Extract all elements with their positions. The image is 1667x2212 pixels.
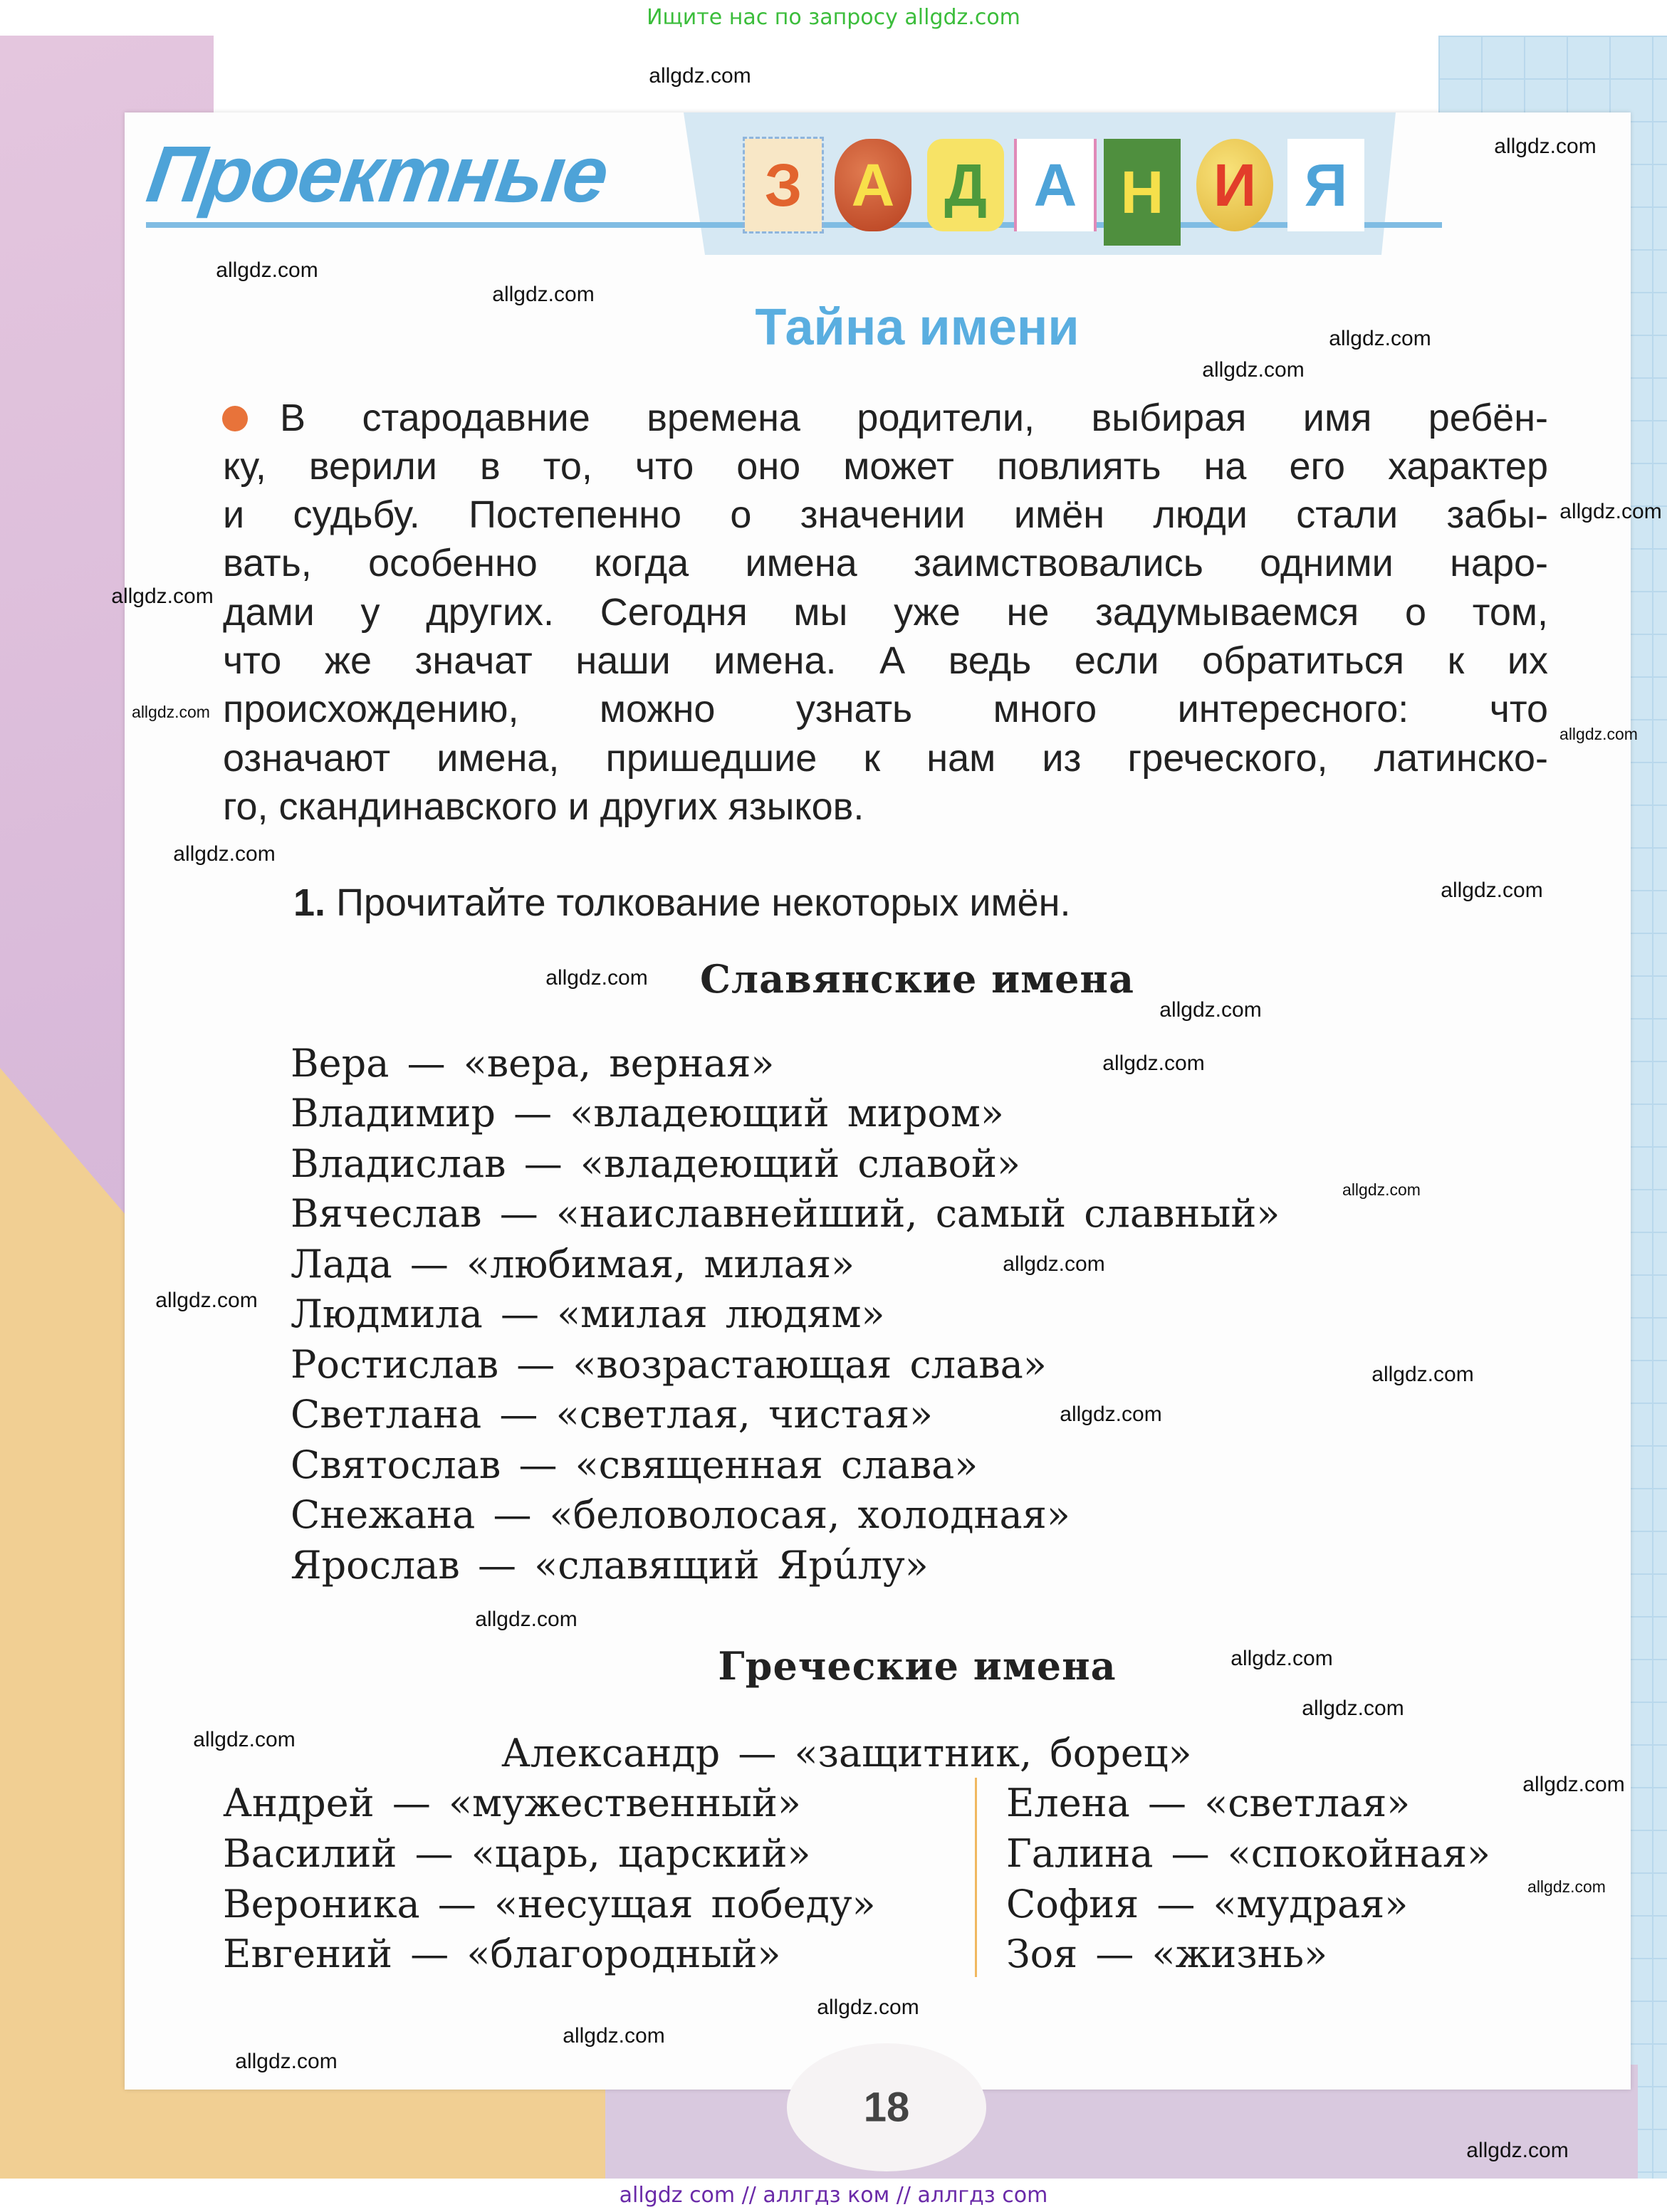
letter-tile-apple: А bbox=[835, 139, 911, 231]
name-item: Евгений — «благородный» bbox=[223, 1931, 781, 1976]
watermark: allgdz.com bbox=[1522, 1773, 1625, 1796]
footer-links[interactable]: allgdz com // аллгдз ком // аллгдз com bbox=[0, 2179, 1667, 2212]
watermark: allgdz.com bbox=[216, 258, 318, 282]
name-item: Лада — «любимая, милая» bbox=[291, 1242, 855, 1286]
watermark: allgdz.com bbox=[1342, 1180, 1421, 1199]
watermark: allgdz.com bbox=[1060, 1403, 1162, 1426]
slavic-heading: Славянские имена bbox=[700, 956, 1134, 1002]
letter-tile: З bbox=[745, 139, 822, 231]
paragraph-line: ку, верили в то, что оно может повлиять на его характер bbox=[223, 445, 1548, 488]
name-item: Людмила — «милая людям» bbox=[291, 1291, 885, 1336]
watermark: allgdz.com bbox=[545, 966, 648, 990]
paragraph-line: означают имена, пришедшие к нам из греческого, латинско- bbox=[223, 737, 1548, 780]
name-item: Снежана — «беловолосая, холодная» bbox=[291, 1492, 1070, 1537]
watermark: allgdz.com bbox=[1230, 1647, 1333, 1670]
watermark: allgdz.com bbox=[193, 1728, 296, 1751]
letter-tile: Н bbox=[1104, 139, 1181, 246]
task-text: Прочитайте толкование некоторых имён. bbox=[336, 881, 1071, 924]
column-divider bbox=[975, 1778, 977, 1977]
watermark: allgdz.com bbox=[111, 585, 214, 608]
name-item: София — «мудрая» bbox=[1006, 1882, 1409, 1927]
name-item: Александр — «защитник, борец» bbox=[501, 1731, 1192, 1776]
name-item: Галина — «спокойная» bbox=[1006, 1831, 1491, 1876]
watermark: allgdz.com bbox=[132, 703, 210, 721]
letter-tile: А bbox=[1014, 139, 1097, 231]
name-item: Елена — «светлая» bbox=[1006, 1781, 1411, 1825]
name-item: Светлана — «светлая, чистая» bbox=[291, 1392, 934, 1437]
paragraph-line: происхождению, можно узнать много интересного: что bbox=[223, 688, 1548, 730]
name-item: Святослав — «священная слава» bbox=[291, 1442, 978, 1487]
watermark: allgdz.com bbox=[492, 283, 595, 306]
section-title: Проектные bbox=[142, 130, 613, 219]
top-banner[interactable]: Ищите нас по запросу allgdz.com bbox=[0, 0, 1667, 36]
lesson-title: Тайна имени bbox=[755, 299, 1080, 356]
watermark: allgdz.com bbox=[173, 842, 276, 866]
letter-tile: Д bbox=[927, 139, 1004, 231]
watermark: allgdz.com bbox=[1466, 2139, 1569, 2162]
watermark: allgdz.com bbox=[235, 2050, 338, 2073]
watermark: allgdz.com bbox=[649, 64, 751, 88]
task-number: 1. bbox=[293, 881, 326, 924]
paragraph-line: вать, особенно когда имена заимствовались одними наро- bbox=[223, 542, 1548, 585]
task-instruction bbox=[293, 880, 1071, 926]
letter-tile: Я bbox=[1287, 139, 1364, 231]
watermark: allgdz.com bbox=[475, 1608, 578, 1631]
page-number: 18 bbox=[863, 2084, 910, 2131]
name-item: Вера — «вера, верная» bbox=[291, 1041, 775, 1086]
watermark: allgdz.com bbox=[1559, 725, 1638, 743]
watermark: allgdz.com bbox=[1329, 327, 1431, 350]
name-item: Ярослав — «славящий Ярúлу» bbox=[291, 1543, 929, 1588]
watermark: allgdz.com bbox=[1494, 135, 1597, 158]
letter-tile: И bbox=[1196, 139, 1273, 231]
watermark: allgdz.com bbox=[155, 1289, 258, 1312]
name-item: Василий — «царь, царский» bbox=[223, 1831, 811, 1876]
watermark: allgdz.com bbox=[563, 2024, 665, 2048]
watermark: allgdz.com bbox=[1371, 1363, 1474, 1386]
watermark: allgdz.com bbox=[1159, 998, 1262, 1022]
name-item: Андрей — «мужественный» bbox=[223, 1781, 801, 1825]
watermark: allgdz.com bbox=[1003, 1252, 1105, 1276]
paragraph-line: го, скандинавского и других языков. bbox=[223, 785, 864, 828]
watermark: allgdz.com bbox=[1202, 358, 1305, 382]
watermark: allgdz.com bbox=[1302, 1697, 1404, 1720]
name-item: Зоя — «жизнь» bbox=[1006, 1931, 1328, 1976]
paragraph-line: что же значат наши имена. А ведь если обратиться к их bbox=[223, 639, 1548, 682]
paragraph-line: дами у других. Сегодня мы уже не задумываемся о том, bbox=[223, 591, 1548, 634]
name-item: Владислав — «владеющий славой» bbox=[291, 1141, 1021, 1186]
watermark: allgdz.com bbox=[1441, 879, 1543, 902]
name-item: Вячеслав — «наиславнейший, самый славный» bbox=[291, 1191, 1280, 1236]
name-item: Вероника — «несущая победу» bbox=[223, 1882, 876, 1927]
watermark: allgdz.com bbox=[1559, 500, 1662, 523]
watermark: allgdz.com bbox=[817, 1996, 919, 2019]
watermark: allgdz.com bbox=[1102, 1052, 1205, 1075]
greek-heading: Греческие имена bbox=[718, 1643, 1117, 1689]
name-item: Ростислав — «возрастающая слава» bbox=[291, 1342, 1047, 1387]
paragraph-line: В стародавние времена родители, выбирая имя ребён- bbox=[280, 397, 1548, 439]
paragraph-line: и судьбу. Постепенно о значении имён люди стали забы- bbox=[223, 493, 1548, 536]
name-item: Владимир — «владеющий миром» bbox=[291, 1091, 1004, 1136]
watermark: allgdz.com bbox=[1527, 1877, 1606, 1896]
